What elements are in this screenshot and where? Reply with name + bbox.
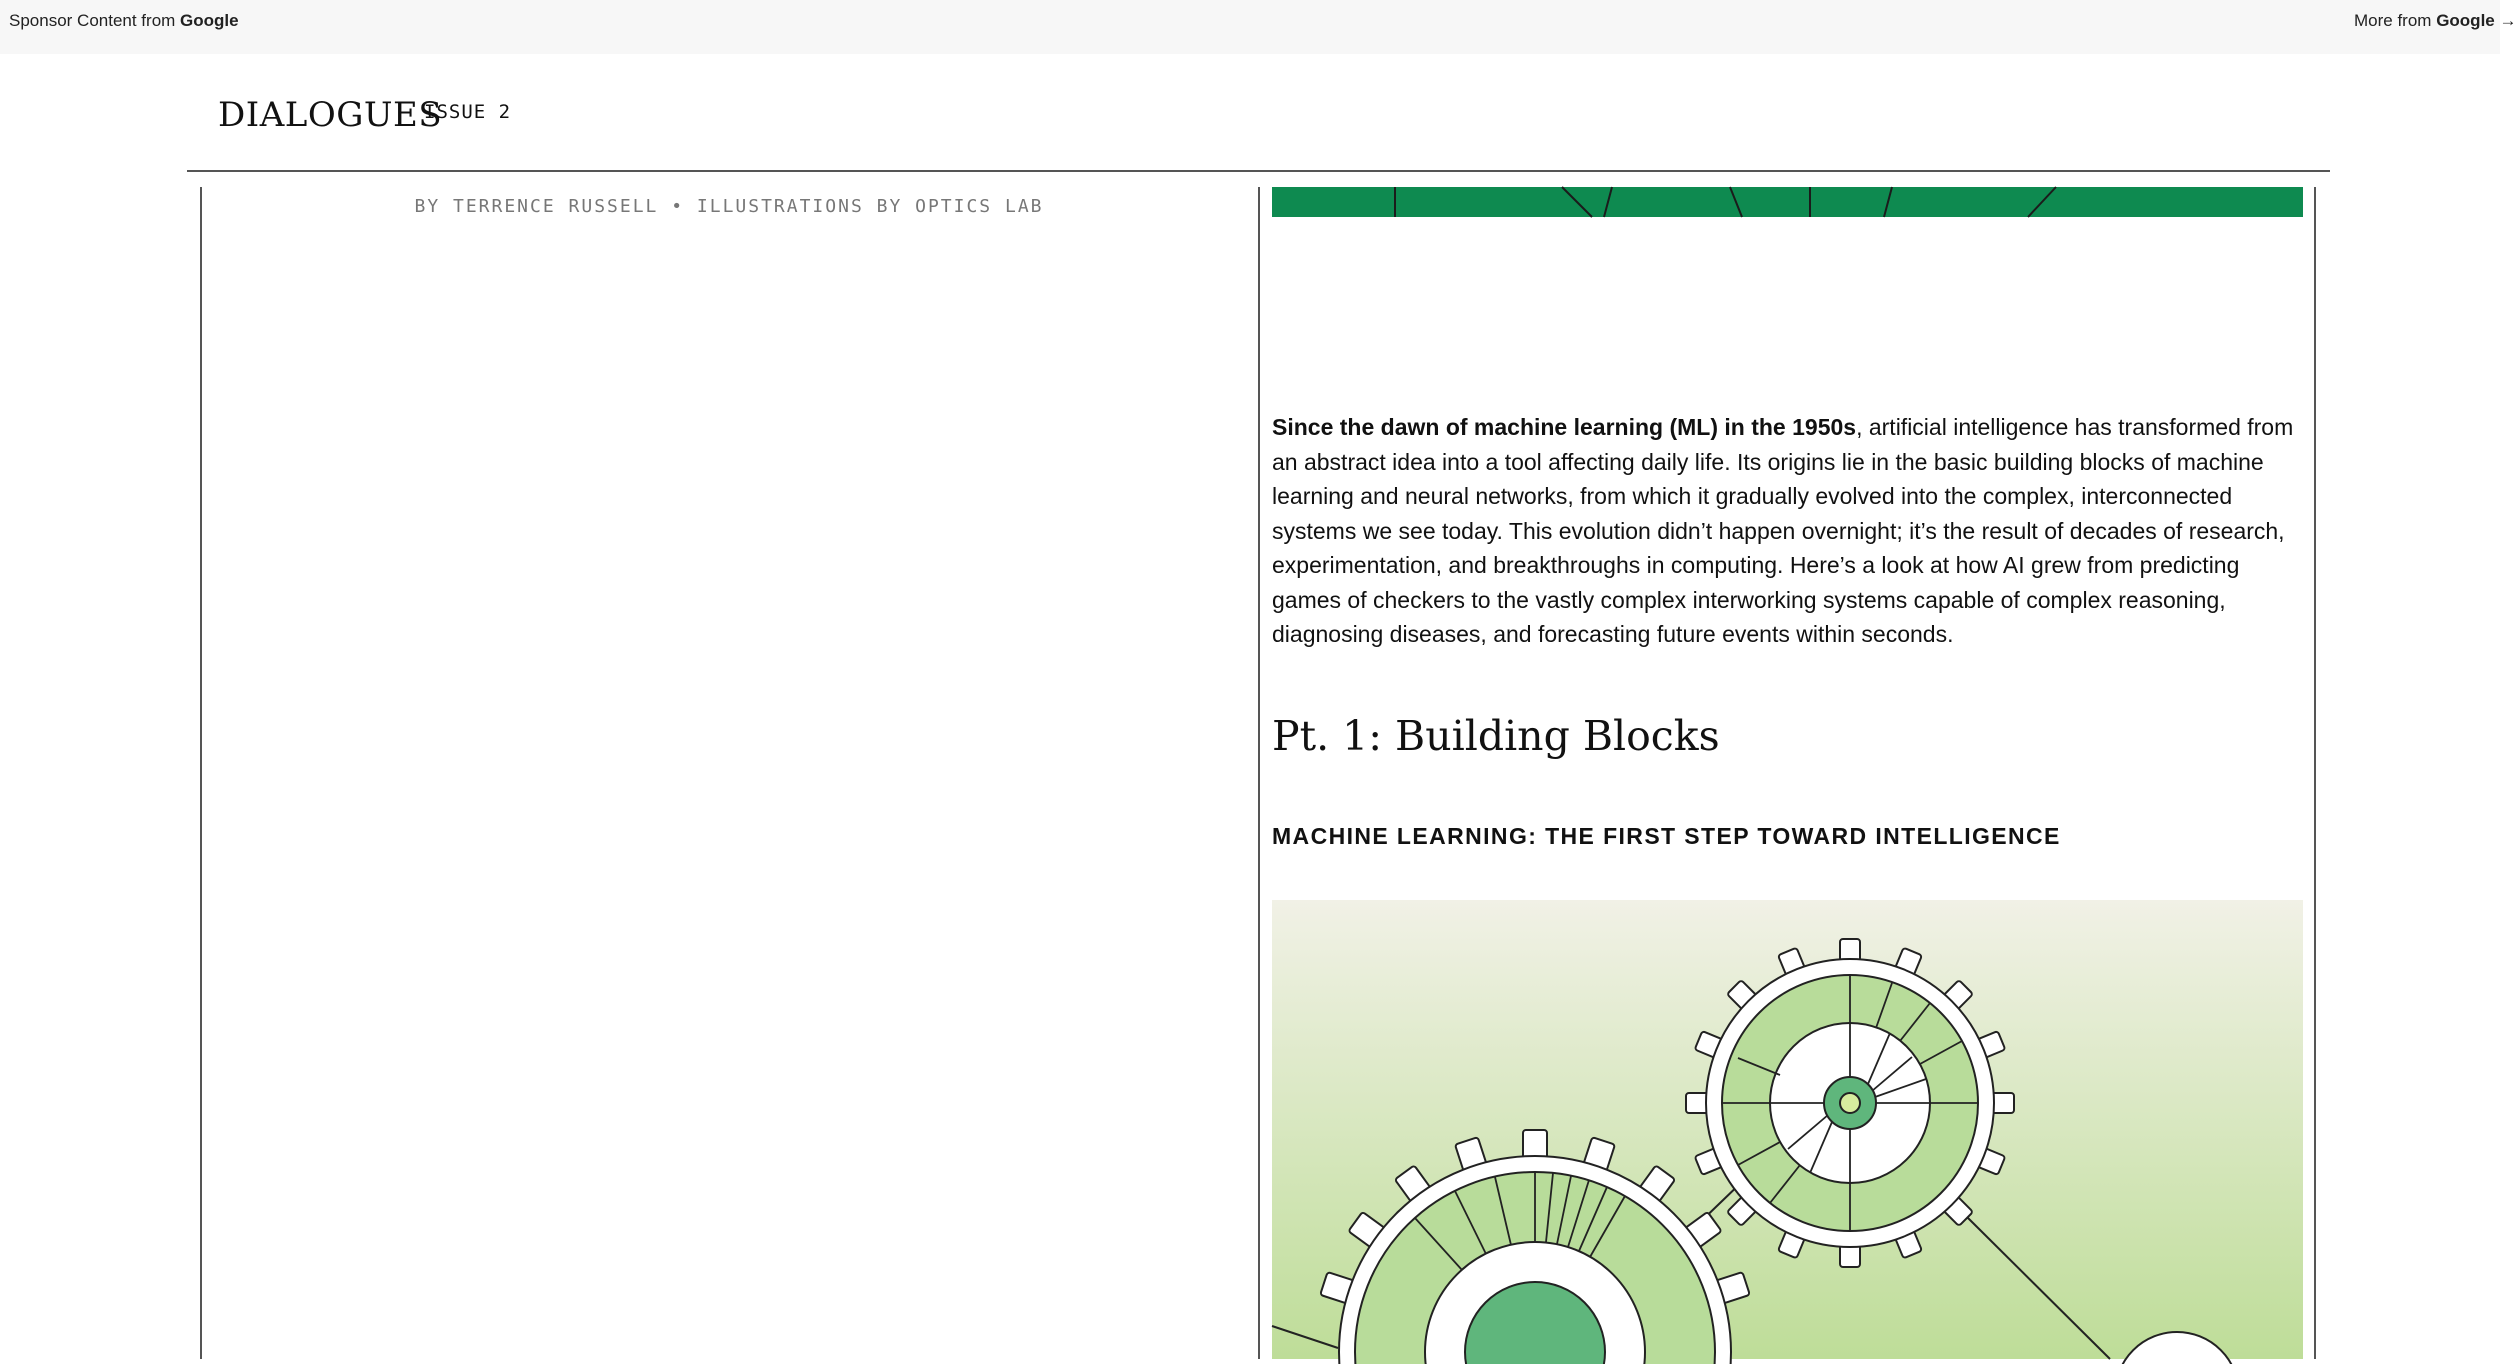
hero-illustration: [1272, 187, 2303, 217]
sponsor-bar: [0, 0, 2516, 54]
issue-label: ISSUE 2: [424, 101, 512, 123]
more-suffix: →: [2494, 11, 2516, 30]
header-divider: [187, 170, 2330, 172]
more-brand: Google: [2436, 11, 2495, 30]
right-column-border: [2314, 187, 2316, 1359]
green-banner-icon: [1272, 187, 2303, 217]
center-column-border: [1258, 187, 1260, 1359]
left-column-border: [200, 187, 202, 1359]
intro-paragraph: [1272, 410, 2306, 652]
section-subtitle: MACHINE LEARNING: THE FIRST STEP TOWARD INTELLIGENCE: [1272, 823, 2061, 849]
gears-illustration: [1272, 900, 2303, 1359]
intro-lead: Since the dawn of machine learning (ML) in the 1950s: [1272, 414, 1857, 440]
sponsor-prefix: Sponsor Content from: [9, 11, 181, 30]
brand-logo[interactable]: DIALOGUES: [218, 95, 443, 135]
byline: BY TERRENCE RUSSELL • ILLUSTRATIONS BY OPTICS LAB: [414, 196, 1044, 217]
sponsor-brand: Google: [180, 11, 239, 30]
sponsor-label[interactable]: [9, 11, 239, 31]
more-from-link[interactable]: [2354, 11, 2516, 31]
more-prefix: More from: [2354, 11, 2437, 30]
intro-body: , artificial intelligence has transformed from an abstract idea into a tool affecting daily life. Its origins lie in the basic building blocks of machine learning and neural networks, from which it gradually evolved into the complex, interconnected systems we see today. This evolution didn’t happen overnight; it’s the result of decades of research, experimentation, and breakthroughs in computing. Here’s a look at how AI grew from predicting games of checkers to the vastly complex interworking systems capable of complex reasoning, diagnosing diseases, and forecasting future events within seconds.: [1272, 414, 2294, 647]
section-title: Pt. 1: Building Blocks: [1272, 712, 1720, 760]
gears-icon: [1272, 900, 2303, 1359]
